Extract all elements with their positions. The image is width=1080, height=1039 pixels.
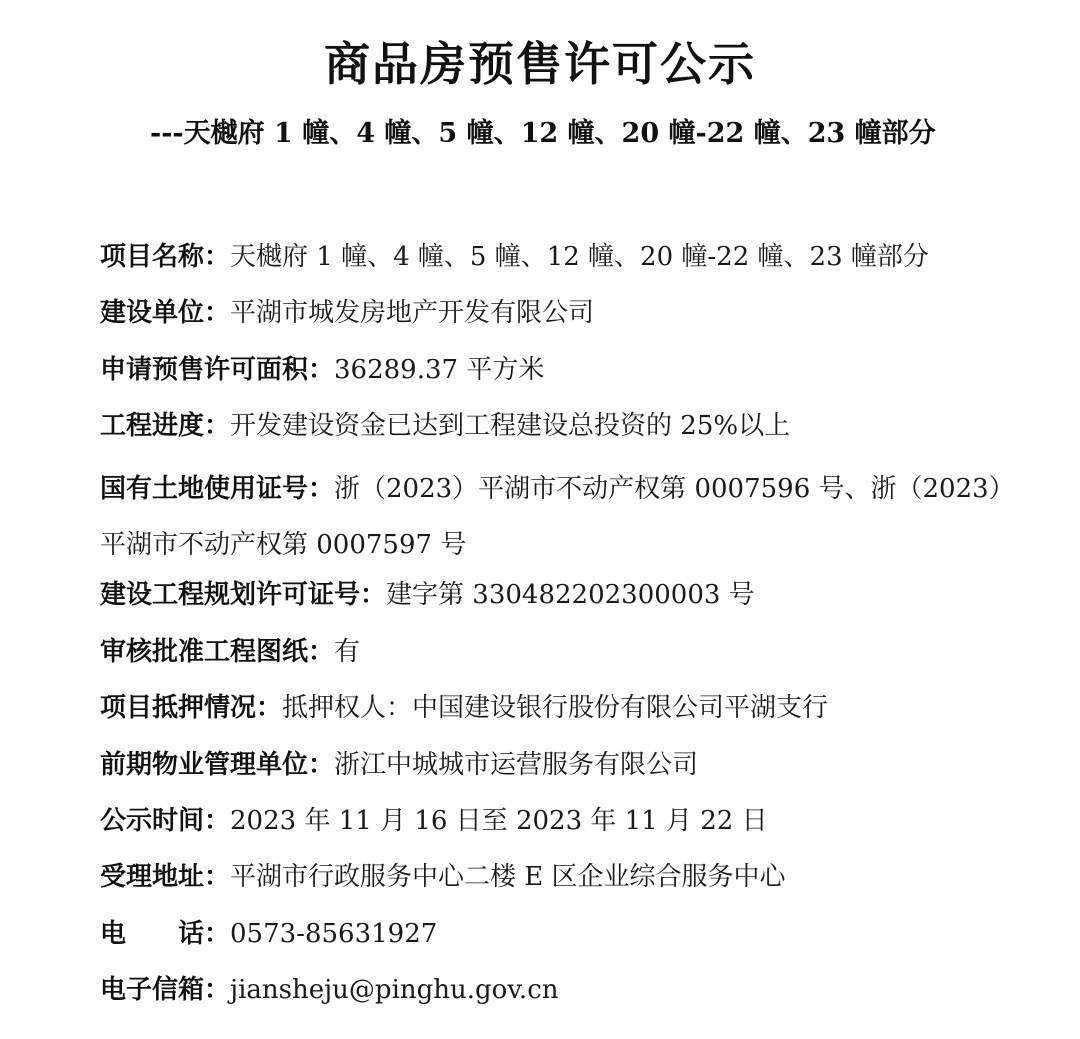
field-label: 工程进度： xyxy=(100,411,231,442)
field-value: 0573-85631927 xyxy=(230,918,438,949)
field-email xyxy=(100,968,1020,1024)
page-title: 商品房预售许可公示 xyxy=(324,37,756,91)
field-value: 抵押权人：中国建设银行股份有限公司平湖支行 xyxy=(282,693,829,724)
field-planning-permit xyxy=(100,573,1020,629)
field-value: 浙（2023）平湖市不动产权第 0007596 号、浙（2023）平湖市不动产权第 0007597 号 xyxy=(100,473,1015,560)
field-label: 受理地址： xyxy=(100,862,231,893)
field-mortgage xyxy=(100,686,1020,742)
page-subtitle: ---天樾府 1 幢、4 幢、5 幢、12 幢、20 幢-22 幢、23 幢部分 xyxy=(150,118,936,149)
field-presale-area xyxy=(100,348,1020,404)
field-label: 项目名称： xyxy=(100,242,231,272)
field-label: 申请预售许可面积： xyxy=(100,354,335,385)
field-label: 电 话： xyxy=(100,918,231,949)
field-approved-drawings xyxy=(100,630,1020,686)
field-label: 公示时间： xyxy=(100,805,231,836)
field-value: 2023 年 11 月 16 日至 2023 年 11 月 22 日 xyxy=(230,805,768,836)
field-label: 国有土地使用证号： xyxy=(100,473,335,504)
field-value: jiansheju@pinghu.gov.cn xyxy=(230,975,559,1006)
field-value: 建字第 330482202300003 号 xyxy=(386,580,755,611)
field-value: 浙江中城城市运营服务有限公司 xyxy=(334,749,699,780)
field-progress xyxy=(100,404,1020,460)
field-value: 有 xyxy=(334,636,361,667)
field-label: 项目抵押情况： xyxy=(100,693,283,724)
field-value: 天樾府 1 幢、4 幢、5 幢、12 幢、20 幢-22 幢、23 幢部分 xyxy=(230,242,929,272)
field-publicity-period xyxy=(100,799,1020,855)
field-property-management xyxy=(100,743,1020,799)
field-value: 开发建设资金已达到工程建设总投资的 25%以上 xyxy=(230,411,791,442)
field-phone xyxy=(100,912,1020,968)
field-label: 建设单位： xyxy=(100,298,231,329)
field-label: 电子信箱： xyxy=(100,975,231,1006)
field-value: 36289.37 平方米 xyxy=(334,354,545,385)
field-developer xyxy=(100,291,1020,347)
field-list xyxy=(100,235,1020,1025)
field-value: 平湖市城发房地产开发有限公司 xyxy=(230,298,595,329)
field-value: 平湖市行政服务中心二楼 E 区企业综合服务中心 xyxy=(230,862,786,893)
field-address xyxy=(100,855,1020,911)
field-label: 前期物业管理单位： xyxy=(100,749,335,780)
field-project-name xyxy=(100,235,1020,291)
field-label: 审核批准工程图纸： xyxy=(100,636,335,667)
field-label: 建设工程规划许可证号： xyxy=(100,580,387,611)
field-land-certificate xyxy=(100,461,1020,574)
